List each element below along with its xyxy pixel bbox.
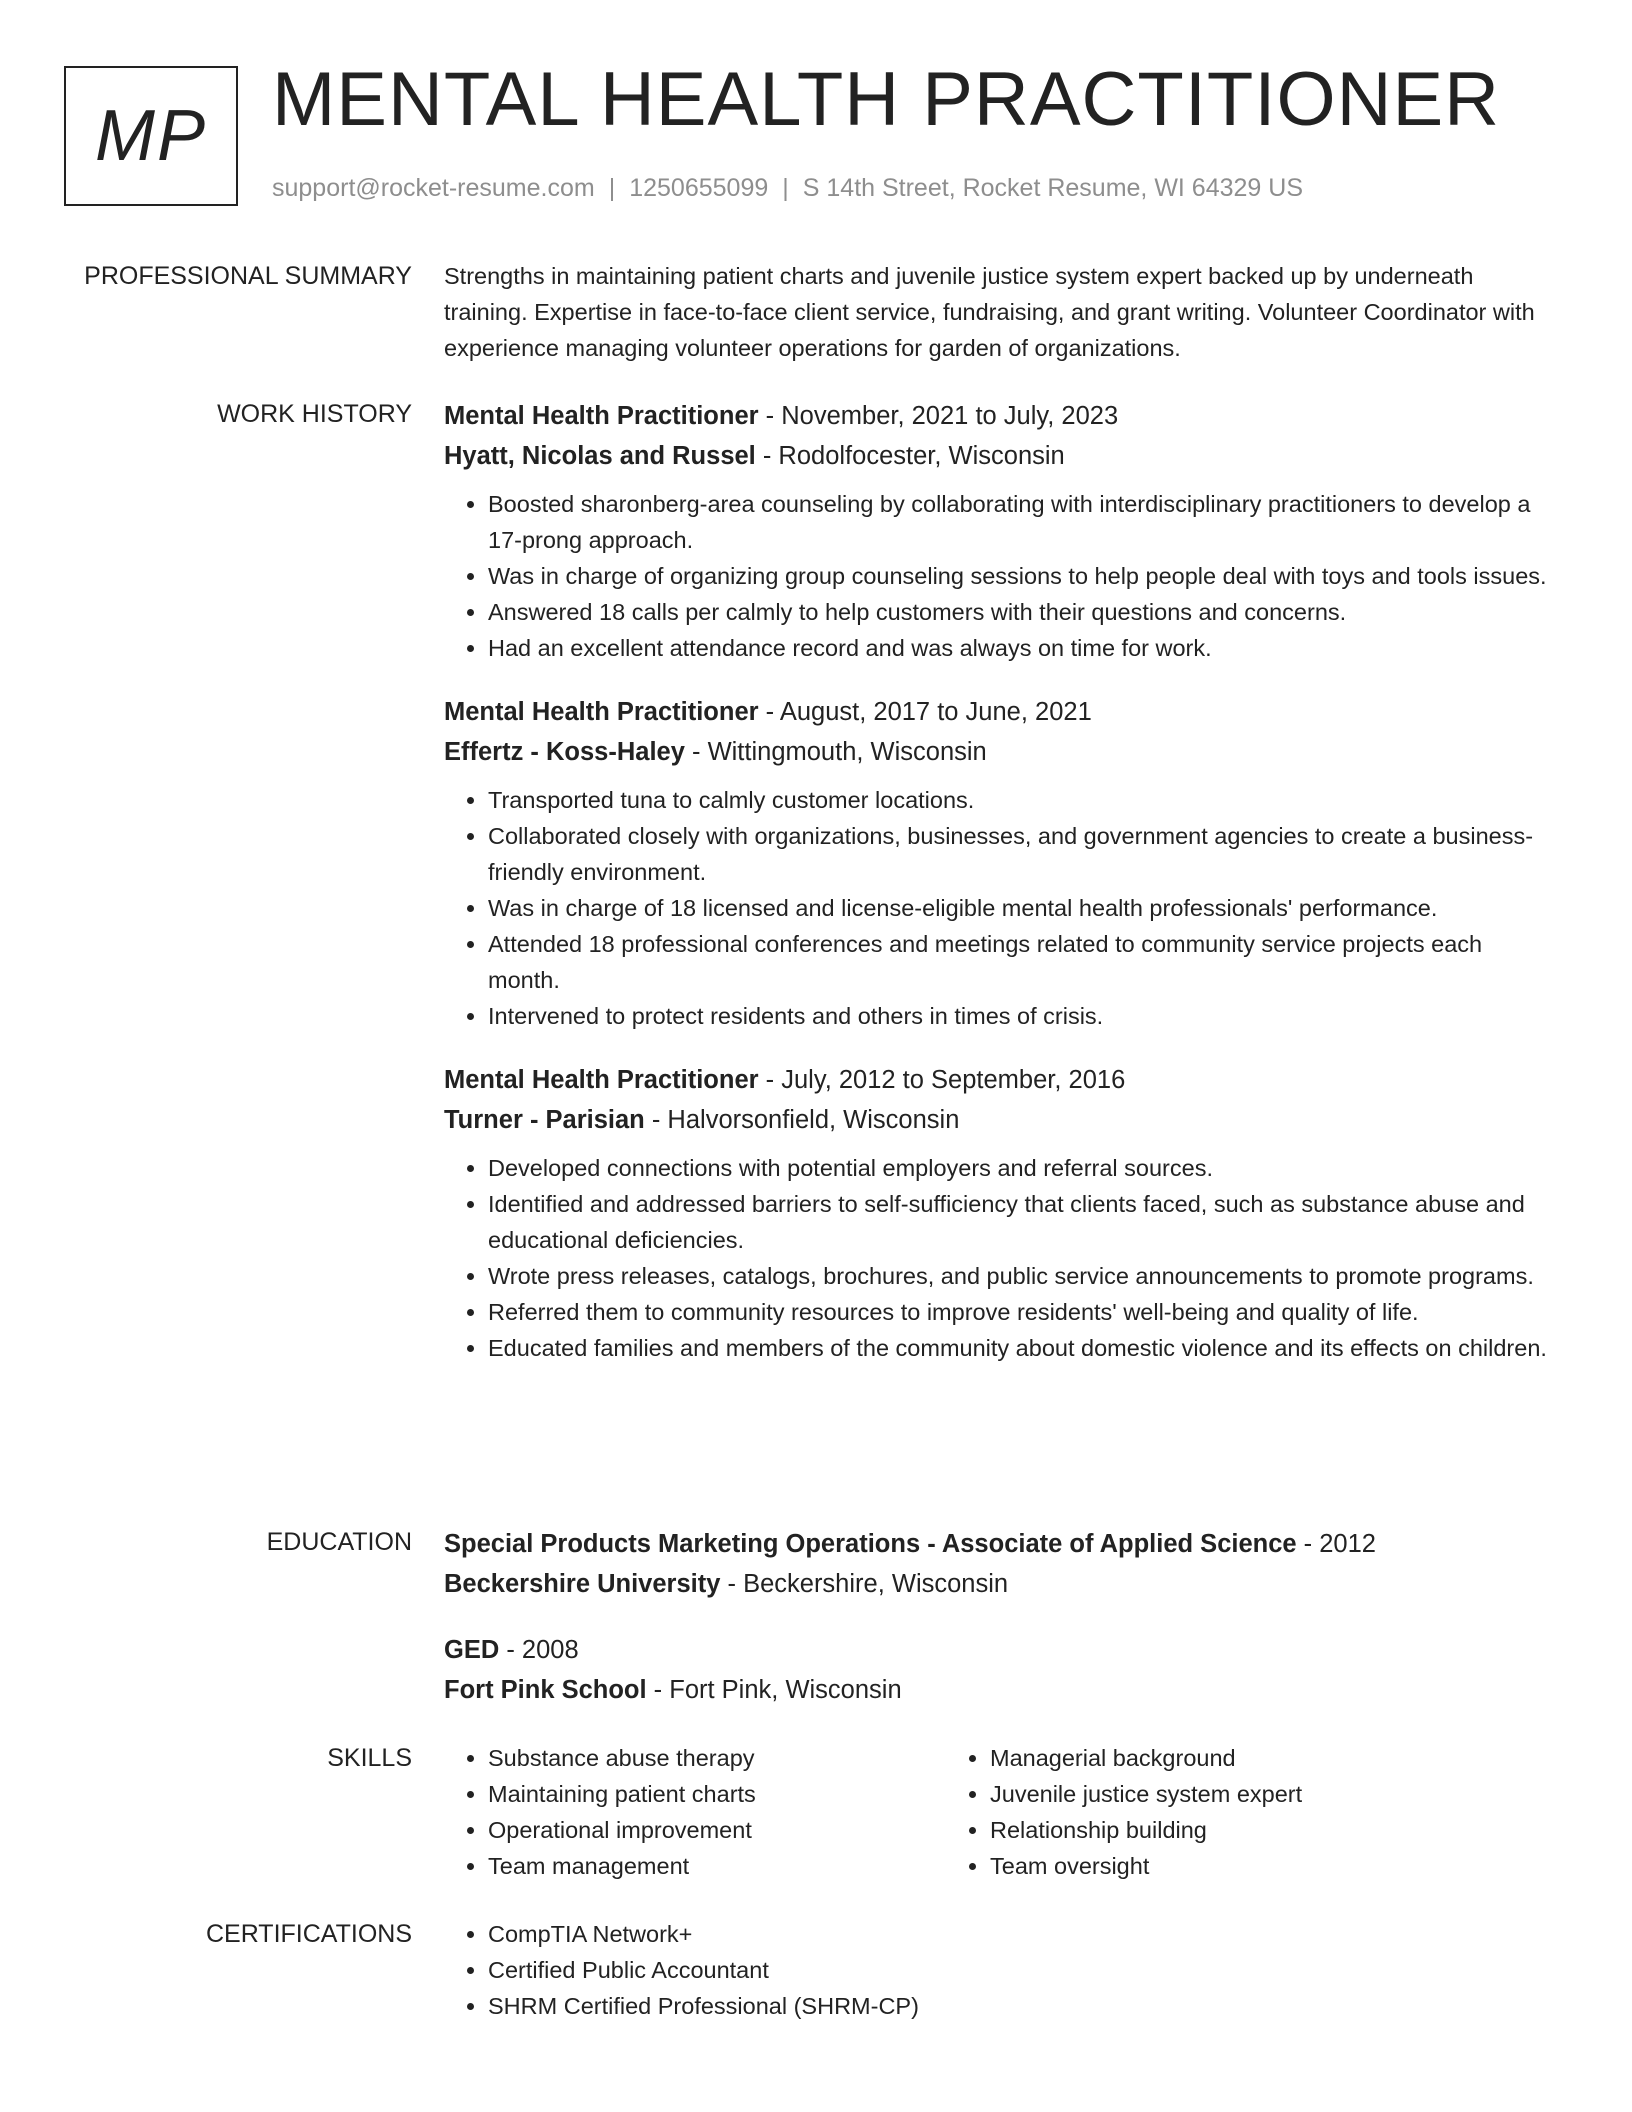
job-bullets <box>444 782 1554 1034</box>
skills-column-right <box>946 1740 1302 1884</box>
work-history-body <box>444 396 1554 1392</box>
education-degree: GED <box>444 1636 500 1664</box>
job-bullet: • Collaborated closely with organizations, businesses, and government agencies to create a business-friendly environment. <box>488 818 1554 890</box>
section-label-certifications: CERTIFICATIONS <box>205 1920 412 1948</box>
skills-column-left <box>444 1740 946 1884</box>
job-company: Effertz - Koss-Haley <box>444 738 685 766</box>
job-dates: - August, 2017 to June, 2021 <box>758 698 1092 726</box>
job-location: - Wittingmouth, Wisconsin <box>684 738 987 766</box>
job-title: Mental Health Practitioner <box>444 402 759 430</box>
job-dates: - July, 2012 to September, 2016 <box>758 1066 1126 1094</box>
education-school: Beckershire University <box>444 1570 721 1598</box>
job-bullet: • Was in charge of 18 licensed and license-eligible mental health professionals' performance. <box>488 890 1554 926</box>
job-bullet: • Wrote press releases, catalogs, brochures, and public service announcements to promote programs. <box>488 1258 1554 1294</box>
job-bullet: • Educated families and members of the community about domestic violence and its effects on children. <box>488 1330 1554 1366</box>
job-bullet: • Attended 18 professional conferences and meetings related to community service projects each month. <box>488 926 1554 998</box>
job-company: Hyatt, Nicolas and Russel <box>444 442 756 470</box>
contact-separator: | <box>608 174 616 202</box>
skills-body <box>444 1740 1554 1884</box>
job-title: Mental Health Practitioner <box>444 1066 759 1094</box>
job-bullet: • Referred them to community resources to improve residents' well-being and quality of life. <box>488 1294 1554 1330</box>
job-bullet: • Intervened to protect residents and others in times of crisis. <box>488 998 1554 1034</box>
certifications-body <box>444 1916 1554 2024</box>
job-entry <box>444 1060 1554 1366</box>
job-company-line <box>444 732 1554 772</box>
job-location: - Rodolfocester, Wisconsin <box>755 442 1065 470</box>
candidate-name: MENTAL HEALTH PRACTITIONER <box>272 57 1501 142</box>
job-bullet: • Was in charge of organizing group counseling sessions to help people deal with toys and tools issues. <box>488 558 1554 594</box>
job-entry <box>444 396 1554 666</box>
job-dates: - November, 2021 to July, 2023 <box>758 402 1119 430</box>
skill-item: • Managerial background <box>990 1740 1302 1776</box>
certification-item: • CompTIA Network+ <box>488 1916 1554 1952</box>
skills-columns <box>444 1740 1554 1884</box>
education-school-line <box>444 1670 1554 1710</box>
certification-item: • Certified Public Accountant <box>488 1952 1554 1988</box>
education-location: - Fort Pink, Wisconsin <box>646 1676 902 1704</box>
education-body <box>444 1524 1554 1736</box>
education-degree-line <box>444 1630 1554 1670</box>
education-degree-line <box>444 1524 1554 1564</box>
certifications-list <box>444 1916 1554 2024</box>
job-location: - Halvorsonfield, Wisconsin <box>644 1106 960 1134</box>
section-label-skills: SKILLS <box>327 1744 412 1772</box>
section-label-summary: PROFESSIONAL SUMMARY <box>84 262 412 290</box>
skill-item: • Juvenile justice system expert <box>990 1776 1302 1812</box>
job-bullet: • Had an excellent attendance record and was always on time for work. <box>488 630 1554 666</box>
skill-item: • Team management <box>488 1848 946 1884</box>
education-year: - 2008 <box>499 1636 579 1664</box>
contact-separator: | <box>782 174 789 202</box>
job-bullets <box>444 1150 1554 1366</box>
job-entry <box>444 692 1554 1034</box>
job-company-line <box>444 1100 1554 1140</box>
education-school: Fort Pink School <box>444 1676 647 1704</box>
job-bullet: • Answered 18 calls per calmly to help customers with their questions and concerns. <box>488 594 1554 630</box>
contact-address: S 14th Street, Rocket Resume, WI 64329 US <box>802 174 1303 202</box>
job-company-line <box>444 436 1554 476</box>
skill-item: • Maintaining patient charts <box>488 1776 946 1812</box>
contact-line <box>272 174 1303 203</box>
education-degree: Special Products Marketing Operations - Associate of Applied Science <box>444 1530 1297 1558</box>
skill-item: • Team oversight <box>990 1848 1302 1884</box>
job-bullet: • Transported tuna to calmly customer locations. <box>488 782 1554 818</box>
education-entry <box>444 1630 1554 1710</box>
job-title: Mental Health Practitioner <box>444 698 759 726</box>
education-school-line <box>444 1564 1554 1604</box>
contact-email[interactable]: support@rocket-resume.com <box>272 174 595 202</box>
job-company: Turner - Parisian <box>444 1106 645 1134</box>
job-bullet: • Developed connections with potential employers and referral sources. <box>488 1150 1554 1186</box>
skill-item: • Operational improvement <box>488 1812 946 1848</box>
education-entry <box>444 1524 1554 1604</box>
summary-body <box>444 258 1554 366</box>
job-title-line <box>444 1060 1554 1100</box>
job-title-line <box>444 396 1554 436</box>
skill-item: • Relationship building <box>990 1812 1302 1848</box>
section-label-work-history: WORK HISTORY <box>217 400 412 428</box>
skill-item: • Substance abuse therapy <box>488 1740 946 1776</box>
education-location: - Beckershire, Wisconsin <box>720 1570 1009 1598</box>
education-year: - 2012 <box>1296 1530 1376 1558</box>
contact-phone[interactable]: 1250655099 <box>629 174 769 202</box>
job-bullets <box>444 486 1554 666</box>
section-label-education: EDUCATION <box>266 1528 412 1556</box>
job-bullet: • Identified and addressed barriers to self-sufficiency that clients faced, such as substance abuse and educational deficiencies. <box>488 1186 1554 1258</box>
monogram-logo: MP <box>64 66 238 206</box>
job-bullet: • Boosted sharonberg-area counseling by collaborating with interdisciplinary practitioners to develop a 17-prong approach. <box>488 486 1554 558</box>
summary-text: Strengths in maintaining patient charts and juvenile justice system expert backed up by underneath training. Expertise in face-to-face client service, fundraising, and grant writing. Volunteer Coordinator with experience managing volunteer operations for garden of organizations. <box>444 263 1535 361</box>
job-title-line <box>444 692 1554 732</box>
certification-item: • SHRM Certified Professional (SHRM-CP) <box>488 1988 1554 2024</box>
